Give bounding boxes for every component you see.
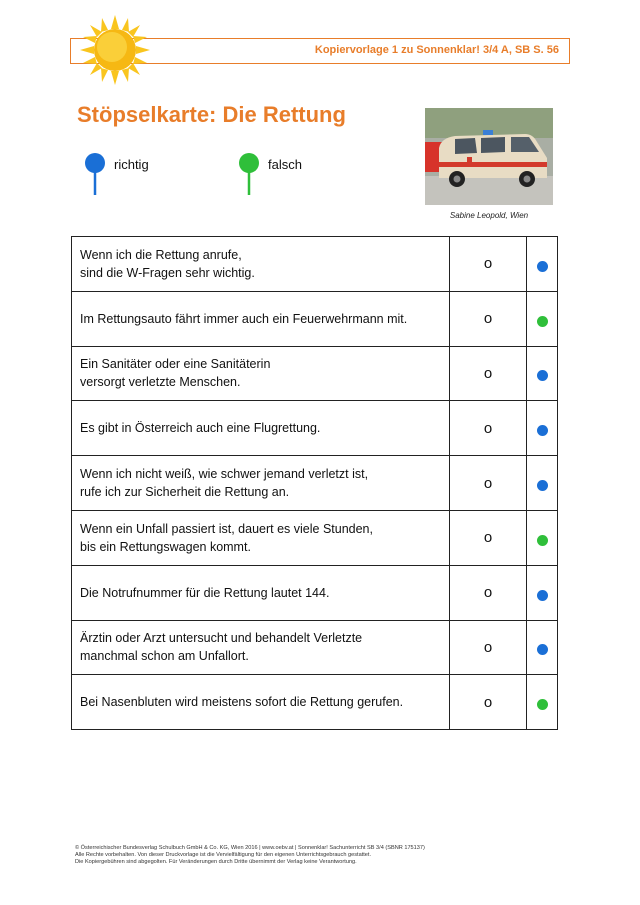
legend-falsch [238,152,358,197]
answer-cell [527,675,558,730]
footer-copyright: © Österreichischer Bundesverlag Schulbuch GmbH & Co. KG, Wien 2016 | www.oebv.at | Sonnenklar! Sachunterricht SB 3/4 (SBNR 175137) Alle Rechte vorbehalten. Von dieser Druckvorlage ist die Vervielfältigung für den eigenen Unterrichtsgebrauch gestattet. Die Kopiergebühren sind abgegolten. Für Veränderungen durch Dritte übernimmt der Verlag keine Verantwortung. [75,845,425,865]
answer-cell [527,346,558,401]
statement-text: Es gibt in Österreich auch eine Flugrettung. [72,401,450,456]
statement-text: Wenn ich nicht weiß, wie schwer jemand verletzt ist, rufe ich zur Sicherheit die Rettung an. [72,456,450,511]
green-dot-icon [537,699,548,710]
statement-text: Ein Sanitäter oder eine Sanitäterin versorgt verletzte Menschen. [72,346,450,401]
statement-text: Die Notrufnummer für die Rettung lautet 144. [72,565,450,620]
statement-text: Wenn ein Unfall passiert ist, dauert es viele Stunden, bis ein Rettungswagen kommt. [72,510,450,565]
statement-text: Im Rettungsauto fährt immer auch ein Feuerwehrmann mit. [72,291,450,346]
plug-hole: o [450,401,527,456]
blue-dot-icon [537,644,548,655]
blue-dot-icon [537,590,548,601]
answer-cell [527,510,558,565]
plug-hole: o [450,237,527,292]
answer-cell [527,620,558,675]
table-row [72,675,558,730]
legend-falsch-label: falsch [268,157,302,172]
plug-hole: o [450,346,527,401]
ambulance-photo [425,108,553,205]
blue-pin-icon [84,152,106,197]
legend-richtig [84,152,204,197]
table-row [72,291,558,346]
header-text: Kopiervorlage 1 zu Sonnenklar! 3/4 A, SB S. 56 [314,44,559,56]
answer-cell [527,456,558,511]
answer-cell [527,291,558,346]
legend-richtig-label: richtig [114,157,149,172]
statement-text: Wenn ich die Rettung anrufe, sind die W-Fragen sehr wichtig. [72,237,450,292]
plug-hole: o [450,456,527,511]
plug-card-table [71,236,558,730]
table-row [72,456,558,511]
statement-text: Bei Nasenbluten wird meistens sofort die Rettung gerufen. [72,675,450,730]
table-row [72,346,558,401]
plug-hole: o [450,565,527,620]
plug-hole: o [450,620,527,675]
blue-dot-icon [537,370,548,381]
plug-hole: o [450,675,527,730]
answer-cell [527,565,558,620]
green-pin-icon [238,152,260,197]
table-row [72,510,558,565]
photo-caption: Sabine Leopold, Wien [449,211,529,220]
statement-text: Ärztin oder Arzt untersucht und behandelt Verletzte manchmal schon am Unfallort. [72,620,450,675]
sun-icon [80,15,150,85]
ambulance-icon [425,108,553,205]
green-dot-icon [537,535,548,546]
plug-hole: o [450,510,527,565]
blue-dot-icon [537,480,548,491]
table-row [72,237,558,292]
table-row [72,620,558,675]
page-title: Stöpselkarte: Die Rettung [77,102,346,127]
plug-hole: o [450,291,527,346]
blue-dot-icon [537,261,548,272]
table-row [72,565,558,620]
blue-dot-icon [537,425,548,436]
table-row [72,401,558,456]
answer-cell [527,401,558,456]
green-dot-icon [537,316,548,327]
answer-cell [527,237,558,292]
